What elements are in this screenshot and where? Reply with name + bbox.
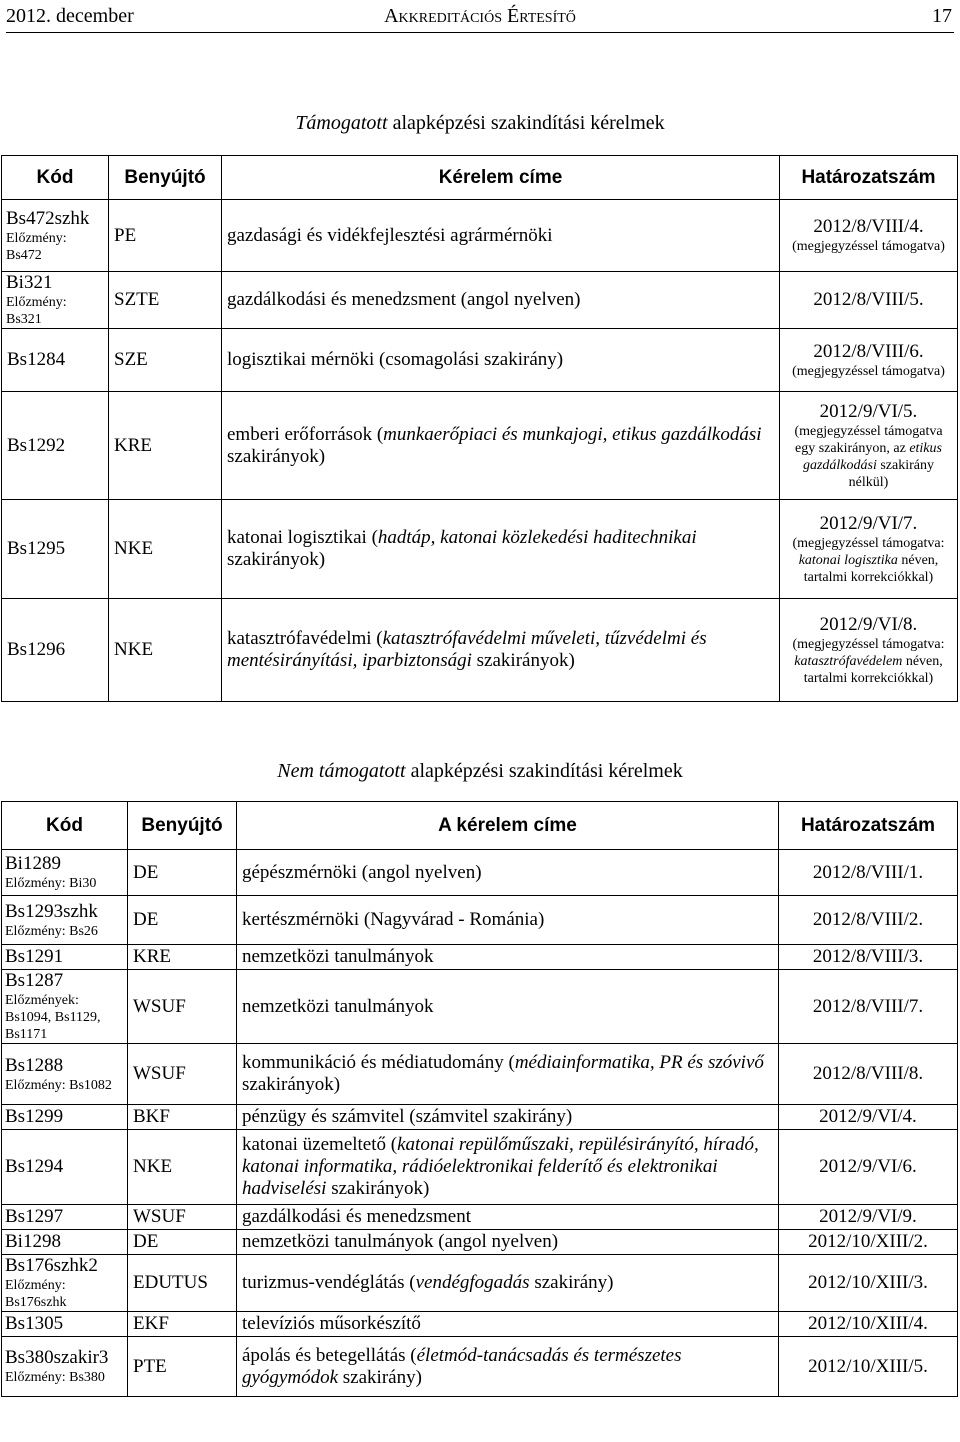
table-row (2, 1337, 958, 1397)
decision-note (785, 636, 952, 687)
table-row (2, 1044, 958, 1105)
code-cell: Bs1284 (2, 329, 109, 392)
table-header-row (2, 156, 958, 200)
decision-cell: 2012/9/VI/4. (779, 1105, 958, 1130)
code-cell: Bs1296 (2, 599, 109, 702)
decision-cell (780, 200, 958, 272)
table-row (2, 1312, 958, 1337)
code-cell (2, 200, 109, 272)
title-cell (237, 1312, 779, 1337)
decision-cell (780, 329, 958, 392)
code-cell (2, 272, 109, 329)
title-cell (222, 392, 780, 500)
decision-cell (780, 500, 958, 599)
table-row (2, 392, 958, 500)
code: Bs1291 (5, 946, 64, 967)
code: Bs1297 (5, 1206, 64, 1227)
org-cell: SZE (109, 329, 222, 392)
title-cell (237, 1205, 779, 1230)
section2-title-italic: Nem támogatott (277, 760, 406, 782)
org-cell: NKE (109, 599, 222, 702)
title-cell (237, 970, 779, 1044)
prev-code: Előzmény: Bs472 (6, 230, 67, 263)
table-row (2, 1230, 958, 1255)
table-row (2, 896, 958, 945)
table-row (2, 500, 958, 599)
code-cell: Bs1295 (2, 500, 109, 599)
title-part: szakirányok) (227, 445, 326, 467)
code: Bs1294 (5, 1156, 64, 1177)
section1-title-italic: Támogatott (295, 112, 388, 134)
title-part: kommunikáció és médiatudomány ( (242, 1052, 515, 1073)
header-date: 2012. december (6, 5, 134, 27)
title-part: nemzetközi tanulmányok (242, 995, 434, 1017)
org-cell: NKE (128, 1130, 237, 1205)
note-italic-part: katonai logisztika (798, 552, 898, 568)
decision-cell: 2012/8/VIII/3. (779, 945, 958, 970)
prev-code: Előzmény: Bs1082 (5, 1077, 112, 1093)
note-part: (megjegyzéssel támogatva egy szakirányon, az (794, 423, 943, 456)
title-italic-part: életmód-tanácsadás és természetes gyógymódok (242, 1344, 682, 1388)
table-row (2, 1105, 958, 1130)
header-journal: Akkreditációs Értesítő (384, 5, 576, 27)
code-cell (2, 970, 128, 1044)
code: Bs380szakir3 (5, 1347, 109, 1368)
table-row (2, 945, 958, 970)
table-row (2, 200, 958, 272)
page-header (6, 0, 954, 33)
decision-cell: 2012/9/VI/6. (779, 1130, 958, 1205)
title-cell (237, 1105, 779, 1130)
title-part: gazdálkodási és menedzsment (242, 1206, 471, 1227)
note-part: szakirány nélkül) (848, 457, 935, 490)
title-cell (237, 1255, 779, 1312)
col-header-submitter: Benyújtó (128, 802, 237, 850)
code: Bs1287 (5, 970, 64, 991)
decision-cell (780, 392, 958, 500)
col-header-decision: Határozatszám (779, 802, 958, 850)
title-cell (237, 1230, 779, 1255)
title-italic-part: vendégfogadás (415, 1272, 530, 1293)
section1-title (0, 112, 960, 135)
section2-title (0, 760, 960, 783)
decision-note (785, 423, 952, 491)
org-cell: DE (128, 1230, 237, 1255)
title-cell (237, 850, 779, 896)
col-header-title: A kérelem címe (237, 802, 779, 850)
title-part: televíziós műsorkészítő (242, 1313, 421, 1334)
title-italic-part: munkaerőpiaci és munkajogi, etikus gazdálkodási (383, 423, 762, 445)
note-italic-part: katasztrófavédelem (794, 653, 903, 669)
decision-cell: 2012/10/XIII/4. (779, 1312, 958, 1337)
code-cell (2, 1205, 128, 1230)
title-part: turizmus-vendéglátás ( (242, 1272, 416, 1293)
unsupported-table (1, 801, 958, 1397)
title-part: ápolás és betegellátás ( (242, 1344, 417, 1366)
title-cell (222, 599, 780, 702)
org-cell: WSUF (128, 1205, 237, 1230)
table-row (2, 1130, 958, 1205)
title-cell: logisztikai mérnöki (csomagolási szakirány) (222, 329, 780, 392)
org-cell: DE (128, 896, 237, 945)
org-cell: KRE (128, 945, 237, 970)
note-part: (megjegyzéssel támogatva: (792, 535, 945, 551)
table-row (2, 970, 958, 1044)
prev-code: Előzmény: Bs380 (5, 1370, 105, 1385)
code-cell (2, 1312, 128, 1337)
org-cell: PE (109, 200, 222, 272)
org-cell: WSUF (128, 1044, 237, 1105)
code-cell (2, 1255, 128, 1312)
title-part: nemzetközi tanulmányok (242, 946, 434, 967)
decision-cell (780, 599, 958, 702)
table-row (2, 599, 958, 702)
title-part: szakirányok) (471, 650, 575, 671)
title-cell (237, 1044, 779, 1105)
decision-cell: 2012/8/VIII/2. (779, 896, 958, 945)
title-part: katonai logisztikai ( (227, 527, 378, 548)
code: Bs1299 (5, 1106, 64, 1127)
title-part: szakirányok) (242, 1074, 341, 1095)
title-part: gépészmérnöki (angol nyelven) (242, 861, 482, 883)
title-cell: gazdasági és vidékfejlesztési agrármérnöki (222, 200, 780, 272)
prev-code: Előzmény: Bs26 (5, 923, 98, 939)
title-part: szakirány) (338, 1366, 422, 1388)
title-part: katonai üzemeltető ( (242, 1134, 398, 1155)
title-cell (237, 1130, 779, 1205)
prev-code: Előzmény: Bs176szhk (5, 1278, 67, 1310)
title-italic-part: hadtáp, katonai közlekedési haditechnikai (377, 527, 697, 548)
note-part: néven, tartalmi korrekciókkal) (803, 653, 943, 686)
decision-cell: 2012/8/VIII/8. (779, 1044, 958, 1105)
decision-cell: 2012/8/VIII/5. (780, 272, 958, 329)
title-part: szakirány) (529, 1272, 614, 1293)
title-part: kertészmérnöki (Nagyvárad - Románia) (242, 909, 545, 930)
decision-cell: 2012/9/VI/9. (779, 1205, 958, 1230)
org-cell: EKF (128, 1312, 237, 1337)
code-cell (2, 1105, 128, 1130)
col-header-code: Kód (2, 156, 109, 200)
title-italic-part: katasztrófavédelmi műveleti, tűzvédelmi és mentésirányítási, iparbiztonsági (227, 628, 707, 671)
decision: 2012/8/VIII/4. (813, 216, 924, 237)
prev-code: Előzmények: Bs1094, Bs1129, Bs1171 (5, 993, 101, 1042)
table-row (2, 272, 958, 329)
org-cell: SZTE (109, 272, 222, 329)
code-cell (2, 896, 128, 945)
code-cell (2, 945, 128, 970)
decision: 2012/8/VIII/6. (813, 340, 924, 362)
section1-title-rest: alapképzési szakindítási kérelmek (387, 112, 665, 134)
note-part: néven, tartalmi korrekciókkal) (803, 552, 939, 585)
title-italic-part: katonai repülőműszaki, repülésirányító, híradó, katonai informatika, rádióelektronikai felderítő és elektronikai hadviselési (242, 1134, 759, 1199)
title-part: szakirányok) (227, 549, 326, 570)
table-header-row (2, 802, 958, 850)
title-cell (237, 896, 779, 945)
col-header-code: Kód (2, 802, 128, 850)
decision-cell: 2012/8/VIII/7. (779, 970, 958, 1044)
org-cell: NKE (109, 500, 222, 599)
title-part: nemzetközi tanulmányok (angol nyelven) (242, 1231, 559, 1252)
section2-title-rest: alapképzési szakindítási kérelmek (405, 760, 683, 782)
code: Bs1293szhk (5, 900, 98, 922)
org-cell: EDUTUS (128, 1255, 237, 1312)
decision-note: (megjegyzéssel támogatva) (792, 363, 945, 379)
header-page-number: 17 (932, 5, 952, 27)
code-cell: Bs1292 (2, 392, 109, 500)
code-cell (2, 850, 128, 896)
org-cell: WSUF (128, 970, 237, 1044)
table-row (2, 329, 958, 392)
title-part: szakirányok) (326, 1178, 430, 1199)
org-cell: BKF (128, 1105, 237, 1130)
code-cell (2, 1337, 128, 1397)
decision-cell: 2012/10/XIII/3. (779, 1255, 958, 1312)
code: Bs176szhk2 (5, 1255, 98, 1276)
decision-cell: 2012/8/VIII/1. (779, 850, 958, 896)
decision-cell: 2012/10/XIII/2. (779, 1230, 958, 1255)
decision-cell: 2012/10/XIII/5. (779, 1337, 958, 1397)
prev-code: Előzmény: Bs321 (6, 295, 67, 327)
title-part: emberi erőforrások ( (227, 423, 384, 445)
prev-code: Előzmény: Bi30 (5, 876, 97, 891)
code: Bi1298 (5, 1231, 61, 1252)
decision-note: (megjegyzéssel támogatva) (792, 239, 945, 254)
decision: 2012/9/VI/7. (819, 512, 918, 534)
title-cell (237, 945, 779, 970)
title-cell (237, 1337, 779, 1397)
table-row (2, 1205, 958, 1230)
col-header-decision: Határozatszám (780, 156, 958, 200)
title-cell (222, 500, 780, 599)
code: Bi1289 (5, 853, 61, 874)
code: Bi321 (6, 272, 53, 293)
code: Bs472szhk (6, 207, 90, 229)
org-cell: DE (128, 850, 237, 896)
note-italic-part: etikus gazdálkodási (802, 440, 942, 473)
title-part: pénzügy és számvitel (számvitel szakirány) (242, 1106, 573, 1127)
title-italic-part: médiainformatika, PR és szóvivő (514, 1052, 764, 1073)
decision: 2012/9/VI/5. (819, 400, 918, 422)
title-part: katasztrófavédelmi ( (227, 628, 383, 649)
note-part: (megjegyzéssel támogatva: (792, 636, 945, 652)
decision: 2012/9/VI/8. (819, 613, 918, 635)
code-cell (2, 1044, 128, 1105)
col-header-submitter: Benyújtó (109, 156, 222, 200)
code-cell (2, 1230, 128, 1255)
decision-note (785, 535, 952, 586)
col-header-title: Kérelem címe (222, 156, 780, 200)
code: Bs1305 (5, 1313, 64, 1334)
code: Bs1288 (5, 1054, 64, 1076)
supported-table (1, 155, 958, 702)
org-cell: KRE (109, 392, 222, 500)
title-cell: gazdálkodási és menedzsment (angol nyelven) (222, 272, 780, 329)
table-row (2, 1255, 958, 1312)
code-cell (2, 1130, 128, 1205)
table-row (2, 850, 958, 896)
org-cell: PTE (128, 1337, 237, 1397)
